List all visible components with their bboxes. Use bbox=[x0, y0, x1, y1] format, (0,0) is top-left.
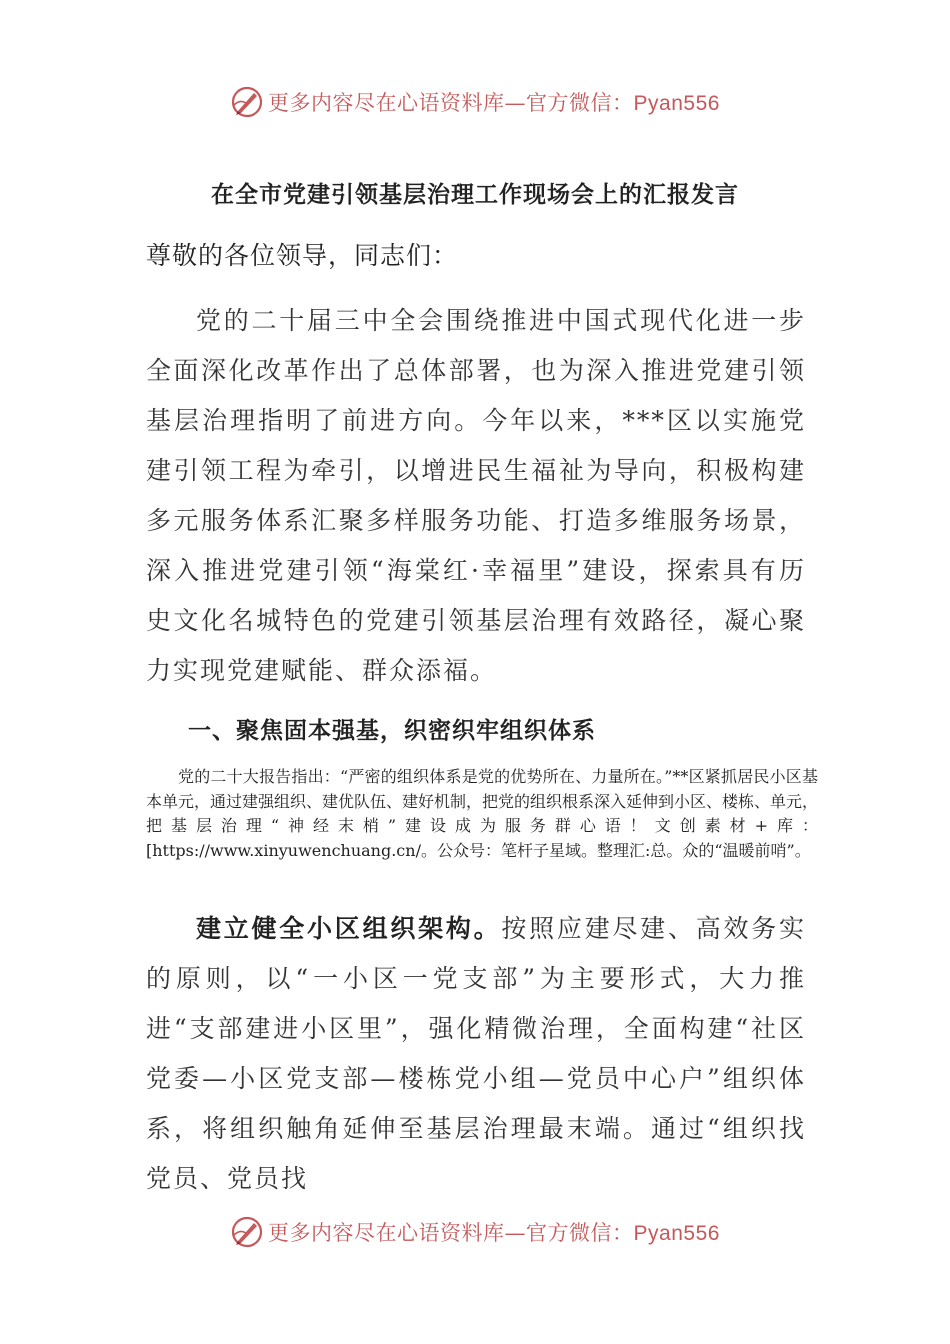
footer-banner-text: 更多内容尽在心语资料库—官方微信：Pyan556 bbox=[268, 1221, 720, 1245]
document-title: 在全市党建引领基层治理工作现场会上的汇报发言 bbox=[211, 181, 739, 208]
header-banner-text: 更多内容尽在心语资料库—官方微信：Pyan556 bbox=[268, 91, 720, 115]
paragraph-organization bbox=[146, 904, 806, 1204]
wechat-id: Pyan556 bbox=[633, 1222, 720, 1245]
small-paragraph-quote: 党的二十大报告指出：“严密的组织体系是党的优势所在、力量所在。”**区紧抓居民小区基本单元，通过建强组织、建优队伍、建好机制，把党的组织根系深入延伸到小区、楼栋、单元，把基层治理“神经末梢”建设成为服务群心语！文创素材+库：[https://www.xinyuwenchuang.cn/。公众号：笔杆子星域。整理汇:总。众的“温暖前哨”。 bbox=[146, 767, 819, 860]
header-banner bbox=[0, 82, 950, 122]
paragraph-body: 按照应建尽建、高效务实的原则，以“一小区一党支部”为主要形式，大力推进“支部建进小区里”，强化精微治理，全面构建“社区党委—小区党支部—楼栋党小组—党员中心户”组织体系，将组织触角延伸至基层治理最末端。通过“组织找党员、党员找 bbox=[146, 914, 806, 1193]
paragraph-lead: 建立健全小区组织架构。 bbox=[196, 914, 502, 943]
wechat-id: Pyan556 bbox=[633, 92, 720, 115]
section-heading-1: 一、聚焦固本强基，织密织牢组织体系 bbox=[188, 717, 596, 744]
footer-banner bbox=[0, 1212, 950, 1252]
pen-logo-icon bbox=[230, 85, 264, 119]
pen-logo-icon bbox=[230, 1215, 264, 1249]
paragraph-intro: 党的二十届三中全会围绕推进中国式现代化进一步全面深化改革作出了总体部署，也为深入推进党建引领基层治理指明了前进方向。今年以来，***区以实施党建引领工程为牵引，以增进民生福祉为导向，积极构建多元服务体系汇聚多样服务功能、打造多维服务场景，深入推进党建引领“海棠红·幸福里”建设，探索具有历史文化名城特色的党建引领基层治理有效路径，凝心聚力实现党建赋能、群众添福。 bbox=[146, 306, 806, 685]
salutation: 尊敬的各位领导，同志们： bbox=[146, 241, 459, 270]
